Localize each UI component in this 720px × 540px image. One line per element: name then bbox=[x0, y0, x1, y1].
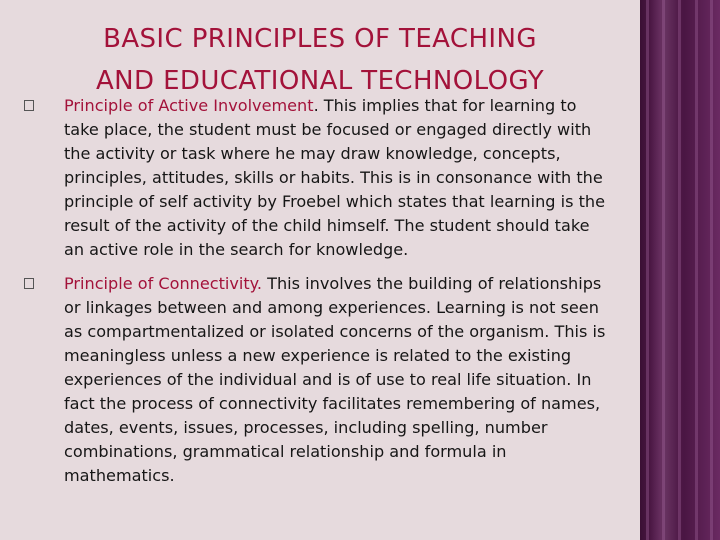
side-panel-stripe bbox=[710, 0, 713, 540]
slide-title bbox=[40, 18, 600, 102]
bullet-text: This involves the building of relationships or linkages between and among experiences. Learning is not seen as compartmentalized or isolated concerns of the organism. This is meaningless unless a new experience is related to the existing experiences of the individual and is of use to real life situation. In fact the process of connectivity facilitates remembering of names, dates, events, issues, processes, including spelling, number combinations, grammatical relationship and formula in mathematics. bbox=[64, 274, 606, 485]
bullet-item-connectivity bbox=[24, 272, 614, 488]
side-panel-stripe bbox=[678, 0, 681, 540]
square-bullet-icon bbox=[24, 100, 34, 111]
bullet-term: Principle of Active Involvement bbox=[64, 96, 314, 115]
bullet-list bbox=[24, 94, 614, 498]
side-panel-gloss bbox=[650, 0, 680, 540]
side-panel-stripe bbox=[646, 0, 649, 540]
side-panel-stripe bbox=[662, 0, 665, 540]
bullet-item-active-involvement bbox=[24, 94, 614, 262]
bullet-text: . This implies that for learning to take place, the student must be focused or engaged directly with the activity or task where he may draw knowledge, concepts, principles, attitudes, skills or habits. This is in consonance with the principle of self activity by Froebel which states that learning is the result of the activity of the child himself. The student should take an active role in the search for knowledge. bbox=[64, 96, 606, 259]
square-bullet-icon bbox=[24, 278, 34, 289]
side-panel-stripe bbox=[695, 0, 698, 540]
title-line-2: AND EDUCATIONAL TECHNOLOGY bbox=[95, 66, 544, 96]
bullet-term: Principle of Connectivity. bbox=[64, 274, 263, 293]
title-line-1: BASIC PRINCIPLES OF TEACHING bbox=[103, 24, 537, 54]
decorative-side-panel bbox=[640, 0, 720, 540]
